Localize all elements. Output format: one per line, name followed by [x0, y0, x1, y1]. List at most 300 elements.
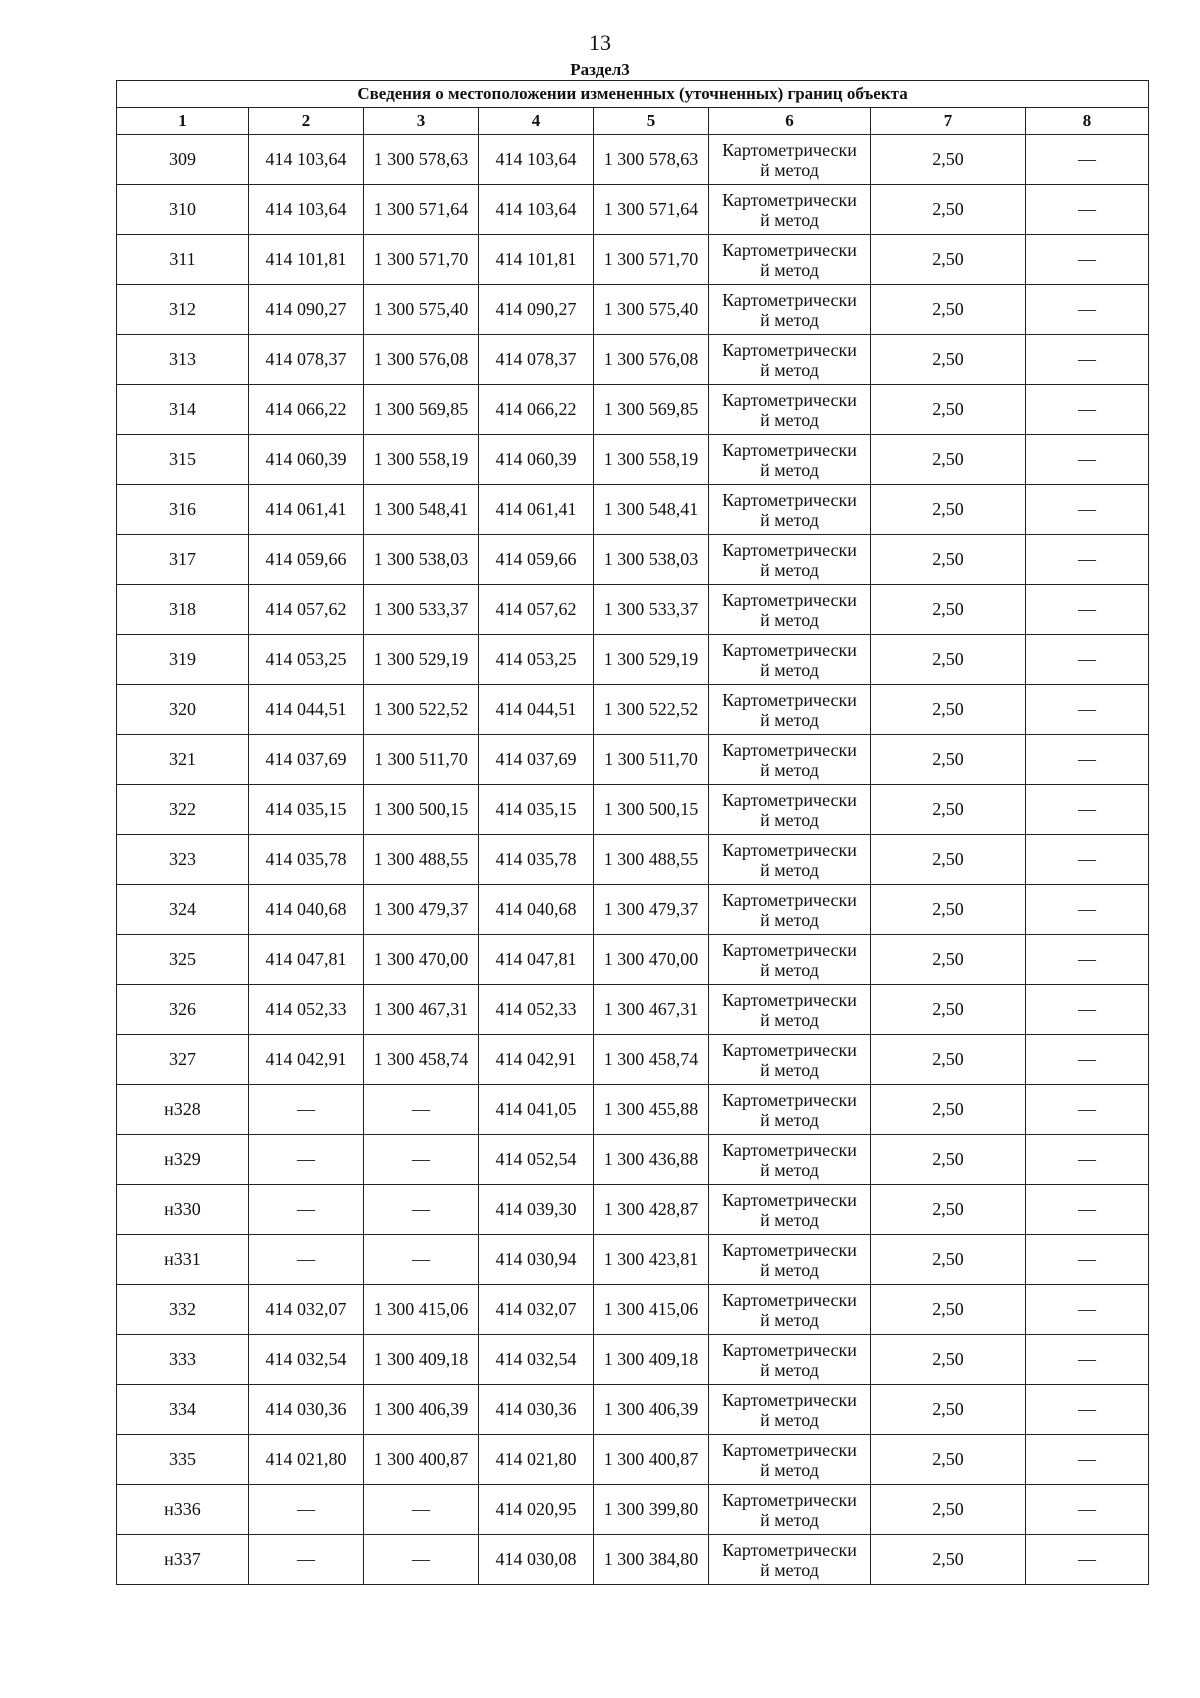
- new-x-cell: 414 066,22: [479, 385, 594, 435]
- method-cell: [709, 335, 871, 385]
- method-line-1: Картометрически: [722, 839, 857, 860]
- description-cell: —: [1026, 935, 1149, 985]
- new-x-cell: 414 030,94: [479, 1235, 594, 1285]
- old-x-cell: 414 057,62: [249, 585, 364, 635]
- method-line-1: Картометрически: [722, 1489, 857, 1510]
- table-row: [117, 985, 1149, 1035]
- new-x-cell: 414 101,81: [479, 235, 594, 285]
- method-cell: [709, 285, 871, 335]
- point-id-cell: 310: [117, 185, 249, 235]
- new-y-cell: 1 300 578,63: [594, 135, 709, 185]
- description-cell: —: [1026, 835, 1149, 885]
- accuracy-cell: 2,50: [871, 1085, 1026, 1135]
- point-id-cell: 312: [117, 285, 249, 335]
- old-x-cell: 414 021,80: [249, 1435, 364, 1485]
- description-cell: —: [1026, 685, 1149, 735]
- old-x-cell: 414 032,54: [249, 1335, 364, 1385]
- method-cell: [709, 785, 871, 835]
- new-y-cell: 1 300 436,88: [594, 1135, 709, 1185]
- column-number-7: 7: [871, 108, 1026, 135]
- method-line-2: й метод: [760, 1459, 819, 1480]
- table-row: [117, 135, 1149, 185]
- table-row: [117, 1385, 1149, 1435]
- old-x-cell: —: [249, 1535, 364, 1585]
- table-row: [117, 1285, 1149, 1335]
- page-number: 13: [589, 30, 611, 55]
- new-y-cell: 1 300 423,81: [594, 1235, 709, 1285]
- method-line-1: Картометрически: [722, 1089, 857, 1110]
- accuracy-cell: 2,50: [871, 1235, 1026, 1285]
- new-x-cell: 414 032,54: [479, 1335, 594, 1385]
- old-y-cell: 1 300 548,41: [364, 485, 479, 535]
- new-x-cell: 414 053,25: [479, 635, 594, 685]
- table-row: [117, 785, 1149, 835]
- method-cell: [709, 435, 871, 485]
- method-line-2: й метод: [760, 309, 819, 330]
- new-x-cell: 414 044,51: [479, 685, 594, 735]
- old-x-cell: —: [249, 1085, 364, 1135]
- point-id-cell: 317: [117, 535, 249, 585]
- old-x-cell: 414 035,78: [249, 835, 364, 885]
- old-y-cell: 1 300 533,37: [364, 585, 479, 635]
- point-id-cell: н329: [117, 1135, 249, 1185]
- table-row: [117, 1035, 1149, 1085]
- method-line-1: Картометрически: [722, 739, 857, 760]
- accuracy-cell: 2,50: [871, 185, 1026, 235]
- description-cell: —: [1026, 135, 1149, 185]
- accuracy-cell: 2,50: [871, 1285, 1026, 1335]
- old-x-cell: 414 030,36: [249, 1385, 364, 1435]
- new-y-cell: 1 300 575,40: [594, 285, 709, 335]
- method-line-1: Картометрически: [722, 339, 857, 360]
- method-cell: [709, 385, 871, 435]
- method-line-2: й метод: [760, 559, 819, 580]
- method-line-1: Картометрически: [722, 989, 857, 1010]
- method-cell: [709, 1035, 871, 1085]
- accuracy-cell: 2,50: [871, 1035, 1026, 1085]
- method-line-2: й метод: [760, 909, 819, 930]
- old-y-cell: 1 300 529,19: [364, 635, 479, 685]
- new-x-cell: 414 041,05: [479, 1085, 594, 1135]
- new-x-cell: 414 061,41: [479, 485, 594, 535]
- old-y-cell: 1 300 488,55: [364, 835, 479, 885]
- description-cell: —: [1026, 185, 1149, 235]
- accuracy-cell: 2,50: [871, 1435, 1026, 1485]
- new-y-cell: 1 300 479,37: [594, 885, 709, 935]
- accuracy-cell: 2,50: [871, 1385, 1026, 1435]
- column-number-row: [117, 108, 1149, 135]
- method-line-2: й метод: [760, 509, 819, 530]
- description-cell: —: [1026, 1085, 1149, 1135]
- new-x-cell: 414 059,66: [479, 535, 594, 585]
- method-cell: [709, 1385, 871, 1435]
- method-line-1: Картометрически: [722, 489, 857, 510]
- point-id-cell: 332: [117, 1285, 249, 1335]
- table-row: [117, 1085, 1149, 1135]
- new-x-cell: 414 035,78: [479, 835, 594, 885]
- method-line-2: й метод: [760, 1159, 819, 1180]
- new-y-cell: 1 300 400,87: [594, 1435, 709, 1485]
- old-x-cell: 414 061,41: [249, 485, 364, 535]
- point-id-cell: 316: [117, 485, 249, 535]
- section-title: Раздел3: [570, 60, 630, 79]
- old-y-cell: 1 300 578,63: [364, 135, 479, 185]
- table-row: [117, 1485, 1149, 1535]
- new-y-cell: 1 300 500,15: [594, 785, 709, 835]
- method-cell: [709, 985, 871, 1035]
- old-x-cell: 414 078,37: [249, 335, 364, 385]
- new-x-cell: 414 030,08: [479, 1535, 594, 1585]
- old-x-cell: —: [249, 1135, 364, 1185]
- old-y-cell: 1 300 558,19: [364, 435, 479, 485]
- column-number-5: 5: [594, 108, 709, 135]
- old-x-cell: 414 060,39: [249, 435, 364, 485]
- table-row: [117, 1235, 1149, 1285]
- new-x-cell: 414 078,37: [479, 335, 594, 385]
- description-cell: —: [1026, 1335, 1149, 1385]
- old-y-cell: 1 300 511,70: [364, 735, 479, 785]
- accuracy-cell: 2,50: [871, 735, 1026, 785]
- method-line-2: й метод: [760, 609, 819, 630]
- method-line-1: Картометрически: [722, 389, 857, 410]
- method-line-1: Картометрически: [722, 639, 857, 660]
- method-line-1: Картометрически: [722, 889, 857, 910]
- description-cell: —: [1026, 485, 1149, 535]
- new-x-cell: 414 090,27: [479, 285, 594, 335]
- method-cell: [709, 1335, 871, 1385]
- old-y-cell: 1 300 400,87: [364, 1435, 479, 1485]
- description-cell: —: [1026, 735, 1149, 785]
- old-y-cell: 1 300 409,18: [364, 1335, 479, 1385]
- description-cell: —: [1026, 885, 1149, 935]
- description-cell: —: [1026, 1485, 1149, 1535]
- method-line-1: Картометрически: [722, 439, 857, 460]
- description-cell: —: [1026, 985, 1149, 1035]
- method-line-1: Картометрически: [722, 1139, 857, 1160]
- new-y-cell: 1 300 522,52: [594, 685, 709, 735]
- point-id-cell: 313: [117, 335, 249, 385]
- description-cell: —: [1026, 285, 1149, 335]
- point-id-cell: 323: [117, 835, 249, 885]
- accuracy-cell: 2,50: [871, 485, 1026, 535]
- table-body: [117, 135, 1149, 1585]
- accuracy-cell: 2,50: [871, 835, 1026, 885]
- method-line-2: й метод: [760, 159, 819, 180]
- description-cell: —: [1026, 785, 1149, 835]
- old-x-cell: 414 103,64: [249, 135, 364, 185]
- new-x-cell: 414 057,62: [479, 585, 594, 635]
- method-line-1: Картометрически: [722, 1439, 857, 1460]
- point-id-cell: 327: [117, 1035, 249, 1085]
- point-id-cell: 322: [117, 785, 249, 835]
- old-x-cell: —: [249, 1185, 364, 1235]
- point-id-cell: 309: [117, 135, 249, 185]
- accuracy-cell: 2,50: [871, 385, 1026, 435]
- point-id-cell: 324: [117, 885, 249, 935]
- description-cell: —: [1026, 385, 1149, 435]
- table-row: [117, 435, 1149, 485]
- old-y-cell: —: [364, 1535, 479, 1585]
- new-y-cell: 1 300 576,08: [594, 335, 709, 385]
- point-id-cell: н336: [117, 1485, 249, 1535]
- new-x-cell: 414 042,91: [479, 1035, 594, 1085]
- new-y-cell: 1 300 399,80: [594, 1485, 709, 1535]
- description-cell: —: [1026, 435, 1149, 485]
- old-x-cell: 414 103,64: [249, 185, 364, 235]
- column-number-8: 8: [1026, 108, 1149, 135]
- description-cell: —: [1026, 1135, 1149, 1185]
- new-x-cell: 414 103,64: [479, 185, 594, 235]
- point-id-cell: 314: [117, 385, 249, 435]
- column-number-2: 2: [249, 108, 364, 135]
- point-id-cell: 326: [117, 985, 249, 1035]
- method-line-2: й метод: [760, 359, 819, 380]
- method-line-1: Картометрически: [722, 789, 857, 810]
- method-line-2: й метод: [760, 259, 819, 280]
- new-y-cell: 1 300 455,88: [594, 1085, 709, 1135]
- method-line-2: й метод: [760, 1309, 819, 1330]
- method-line-1: Картометрически: [722, 289, 857, 310]
- point-id-cell: 321: [117, 735, 249, 785]
- new-y-cell: 1 300 428,87: [594, 1185, 709, 1235]
- point-id-cell: 315: [117, 435, 249, 485]
- method-line-2: й метод: [760, 1009, 819, 1030]
- new-y-cell: 1 300 458,74: [594, 1035, 709, 1085]
- point-id-cell: 334: [117, 1385, 249, 1435]
- new-x-cell: 414 052,33: [479, 985, 594, 1035]
- method-line-1: Картометрически: [722, 1539, 857, 1560]
- table-row: [117, 835, 1149, 885]
- method-line-2: й метод: [760, 459, 819, 480]
- table-row: [117, 535, 1149, 585]
- table-row: [117, 685, 1149, 735]
- method-line-2: й метод: [760, 209, 819, 230]
- accuracy-cell: 2,50: [871, 985, 1026, 1035]
- method-cell: [709, 1285, 871, 1335]
- coordinates-table: [116, 80, 1149, 1585]
- method-cell: [709, 935, 871, 985]
- old-x-cell: 414 042,91: [249, 1035, 364, 1085]
- new-x-cell: 414 037,69: [479, 735, 594, 785]
- old-y-cell: 1 300 500,15: [364, 785, 479, 835]
- table-row: [117, 935, 1149, 985]
- method-cell: [709, 1085, 871, 1135]
- column-number-3: 3: [364, 108, 479, 135]
- method-line-2: й метод: [760, 1509, 819, 1530]
- method-cell: [709, 835, 871, 885]
- column-number-4: 4: [479, 108, 594, 135]
- table-row: [117, 1535, 1149, 1585]
- method-cell: [709, 685, 871, 735]
- description-cell: —: [1026, 1435, 1149, 1485]
- accuracy-cell: 2,50: [871, 1335, 1026, 1385]
- method-line-1: Картометрически: [722, 189, 857, 210]
- old-x-cell: 414 101,81: [249, 235, 364, 285]
- accuracy-cell: 2,50: [871, 135, 1026, 185]
- method-line-1: Картометрически: [722, 539, 857, 560]
- description-cell: —: [1026, 1285, 1149, 1335]
- method-cell: [709, 1135, 871, 1185]
- old-y-cell: 1 300 571,64: [364, 185, 479, 235]
- old-y-cell: 1 300 458,74: [364, 1035, 479, 1085]
- point-id-cell: 311: [117, 235, 249, 285]
- accuracy-cell: 2,50: [871, 885, 1026, 935]
- old-y-cell: 1 300 406,39: [364, 1385, 479, 1435]
- new-y-cell: 1 300 406,39: [594, 1385, 709, 1435]
- old-x-cell: 414 035,15: [249, 785, 364, 835]
- old-x-cell: 414 059,66: [249, 535, 364, 585]
- table-row: [117, 1185, 1149, 1235]
- method-cell: [709, 1535, 871, 1585]
- old-y-cell: —: [364, 1185, 479, 1235]
- description-cell: —: [1026, 235, 1149, 285]
- accuracy-cell: 2,50: [871, 1485, 1026, 1535]
- accuracy-cell: 2,50: [871, 235, 1026, 285]
- new-y-cell: 1 300 533,37: [594, 585, 709, 635]
- method-line-2: й метод: [760, 759, 819, 780]
- description-cell: —: [1026, 1185, 1149, 1235]
- new-x-cell: 414 020,95: [479, 1485, 594, 1535]
- method-line-1: Картометрически: [722, 1189, 857, 1210]
- accuracy-cell: 2,50: [871, 1185, 1026, 1235]
- table-row: [117, 235, 1149, 285]
- accuracy-cell: 2,50: [871, 285, 1026, 335]
- new-y-cell: 1 300 415,06: [594, 1285, 709, 1335]
- method-cell: [709, 535, 871, 585]
- old-x-cell: —: [249, 1485, 364, 1535]
- description-cell: —: [1026, 1385, 1149, 1435]
- old-y-cell: 1 300 538,03: [364, 535, 479, 585]
- old-y-cell: —: [364, 1235, 479, 1285]
- new-x-cell: 414 047,81: [479, 935, 594, 985]
- method-line-1: Картометрически: [722, 689, 857, 710]
- point-id-cell: 333: [117, 1335, 249, 1385]
- new-x-cell: 414 032,07: [479, 1285, 594, 1335]
- method-cell: [709, 885, 871, 935]
- point-id-cell: 318: [117, 585, 249, 635]
- accuracy-cell: 2,50: [871, 1135, 1026, 1185]
- old-x-cell: 414 066,22: [249, 385, 364, 435]
- method-cell: [709, 635, 871, 685]
- accuracy-cell: 2,50: [871, 335, 1026, 385]
- old-y-cell: 1 300 467,31: [364, 985, 479, 1035]
- point-id-cell: н328: [117, 1085, 249, 1135]
- old-y-cell: —: [364, 1485, 479, 1535]
- point-id-cell: н330: [117, 1185, 249, 1235]
- old-x-cell: 414 047,81: [249, 935, 364, 985]
- new-x-cell: 414 040,68: [479, 885, 594, 935]
- new-y-cell: 1 300 558,19: [594, 435, 709, 485]
- method-line-2: й метод: [760, 1409, 819, 1430]
- table-row: [117, 485, 1149, 535]
- table-caption: Сведения о местоположении измененных (уточненных) границ объекта: [117, 81, 1149, 108]
- method-line-2: й метод: [760, 409, 819, 430]
- method-line-2: й метод: [760, 809, 819, 830]
- old-x-cell: 414 052,33: [249, 985, 364, 1035]
- description-cell: —: [1026, 1235, 1149, 1285]
- accuracy-cell: 2,50: [871, 635, 1026, 685]
- new-y-cell: 1 300 409,18: [594, 1335, 709, 1385]
- old-y-cell: 1 300 575,40: [364, 285, 479, 335]
- description-cell: —: [1026, 585, 1149, 635]
- method-line-1: Картометрически: [722, 939, 857, 960]
- new-y-cell: 1 300 569,85: [594, 385, 709, 435]
- method-line-1: Картометрически: [722, 589, 857, 610]
- accuracy-cell: 2,50: [871, 1535, 1026, 1585]
- table-row: [117, 285, 1149, 335]
- accuracy-cell: 2,50: [871, 535, 1026, 585]
- table-row: [117, 1135, 1149, 1185]
- method-line-2: й метод: [760, 1059, 819, 1080]
- method-cell: [709, 1435, 871, 1485]
- old-x-cell: 414 040,68: [249, 885, 364, 935]
- old-x-cell: 414 044,51: [249, 685, 364, 735]
- table-row: [117, 585, 1149, 635]
- new-x-cell: 414 030,36: [479, 1385, 594, 1435]
- accuracy-cell: 2,50: [871, 935, 1026, 985]
- description-cell: —: [1026, 535, 1149, 585]
- old-y-cell: —: [364, 1085, 479, 1135]
- method-line-1: Картометрически: [722, 1239, 857, 1260]
- point-id-cell: 319: [117, 635, 249, 685]
- method-line-1: Картометрически: [722, 239, 857, 260]
- method-line-2: й метод: [760, 1259, 819, 1280]
- old-y-cell: 1 300 479,37: [364, 885, 479, 935]
- method-line-1: Картометрически: [722, 1389, 857, 1410]
- new-y-cell: 1 300 571,64: [594, 185, 709, 235]
- old-y-cell: 1 300 415,06: [364, 1285, 479, 1335]
- point-id-cell: н337: [117, 1535, 249, 1585]
- description-cell: —: [1026, 335, 1149, 385]
- point-id-cell: 325: [117, 935, 249, 985]
- method-line-2: й метод: [760, 709, 819, 730]
- method-cell: [709, 1235, 871, 1285]
- column-number-1: 1: [117, 108, 249, 135]
- method-cell: [709, 235, 871, 285]
- accuracy-cell: 2,50: [871, 585, 1026, 635]
- method-line-2: й метод: [760, 859, 819, 880]
- old-y-cell: 1 300 522,52: [364, 685, 479, 735]
- old-y-cell: 1 300 569,85: [364, 385, 479, 435]
- method-line-2: й метод: [760, 659, 819, 680]
- accuracy-cell: 2,50: [871, 685, 1026, 735]
- old-y-cell: —: [364, 1135, 479, 1185]
- method-line-2: й метод: [760, 1209, 819, 1230]
- column-number-6: 6: [709, 108, 871, 135]
- new-y-cell: 1 300 470,00: [594, 935, 709, 985]
- new-y-cell: 1 300 571,70: [594, 235, 709, 285]
- table-row: [117, 1335, 1149, 1385]
- new-y-cell: 1 300 488,55: [594, 835, 709, 885]
- point-id-cell: 320: [117, 685, 249, 735]
- table-row: [117, 185, 1149, 235]
- new-y-cell: 1 300 538,03: [594, 535, 709, 585]
- new-x-cell: 414 060,39: [479, 435, 594, 485]
- method-cell: [709, 1485, 871, 1535]
- point-id-cell: 335: [117, 1435, 249, 1485]
- method-line-1: Картометрически: [722, 1339, 857, 1360]
- method-line-1: Картометрически: [722, 1039, 857, 1060]
- method-line-1: Картометрически: [722, 139, 857, 160]
- method-line-2: й метод: [760, 1359, 819, 1380]
- method-cell: [709, 485, 871, 535]
- method-cell: [709, 1185, 871, 1235]
- old-x-cell: 414 037,69: [249, 735, 364, 785]
- method-line-2: й метод: [760, 1109, 819, 1130]
- table-row: [117, 385, 1149, 435]
- new-x-cell: 414 052,54: [479, 1135, 594, 1185]
- description-cell: —: [1026, 1035, 1149, 1085]
